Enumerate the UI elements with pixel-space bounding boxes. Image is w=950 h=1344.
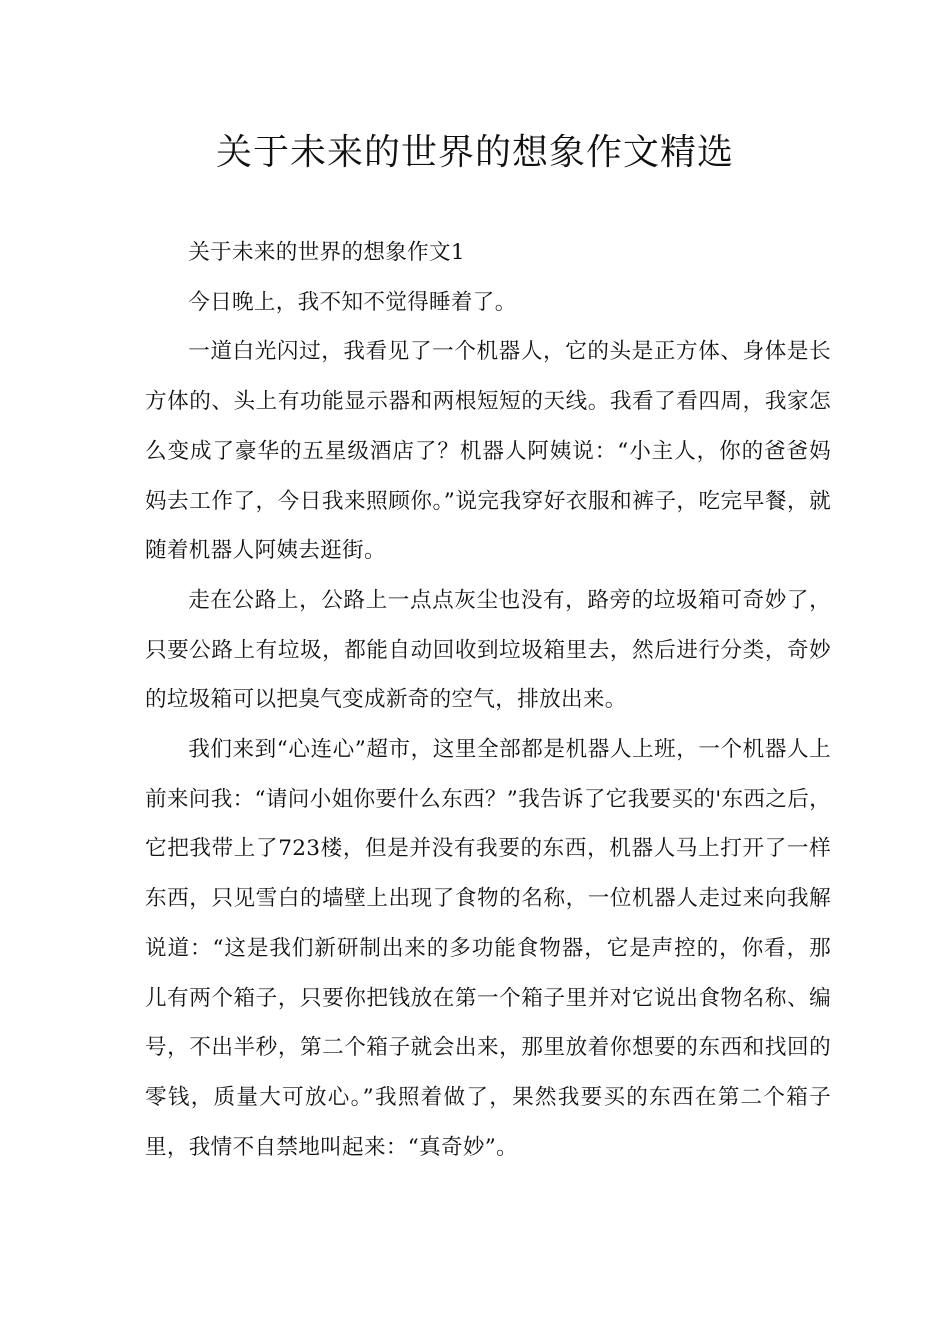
paragraph: 走在公路上，公路上一点点灰尘也没有，路旁的垃圾箱可奇妙了，只要公路上有垃圾，都能自动回收到垃圾箱里去，然后进行分类，奇妙的垃圾箱可以把臭气变成新奇的空气，排放出来。 xyxy=(145,587,831,713)
document-title: 关于未来的世界的想象作文精选 xyxy=(215,132,734,173)
paragraph: 一道白光闪过，我看见了一个机器人，它的头是正方体、身体是长方体的、头上有功能显示器和两根短短的天线。我看了看四周，我家怎么变成了豪华的五星级酒店了？机器人阿姨说：“小主人，你的爸爸妈妈去工作了，今日我来照顾你。”说完我穿好衣服和裤子，吃完早餐，就随着机器人阿姨去逛街。 xyxy=(145,339,831,564)
paragraph-subtitle: 关于未来的世界的想象作文1 xyxy=(188,240,465,265)
paragraph: 我们来到“心连心”超市，这里全部都是机器人上班，一个机器人上前来问我：“请问小姐你要什么东西？”我告诉了它我要买的'东西之后，它把我带上了723楼，但是并没有我要的东西，机器人马上打开了一样东西，只见雪白的墙壁上出现了食物的名称，一位机器人走过来向我解说道：“这是我们新研制出来的多功能食物器，它是声控的，你看，那儿有两个箱子，只要你把钱放在第一个箱子里并对它说出食物名称、编号，不出半秒，第二个箱子就会出来，那里放着你想要的东西和找回的零钱，质量大可放心。”我照着做了，果然我要买的东西在第二个箱子里，我情不自禁地叫起来：“真奇妙”。 xyxy=(145,737,831,1160)
paragraph: 今日晚上，我不知不觉得睡着了。 xyxy=(188,289,517,315)
document-body xyxy=(145,228,831,1172)
